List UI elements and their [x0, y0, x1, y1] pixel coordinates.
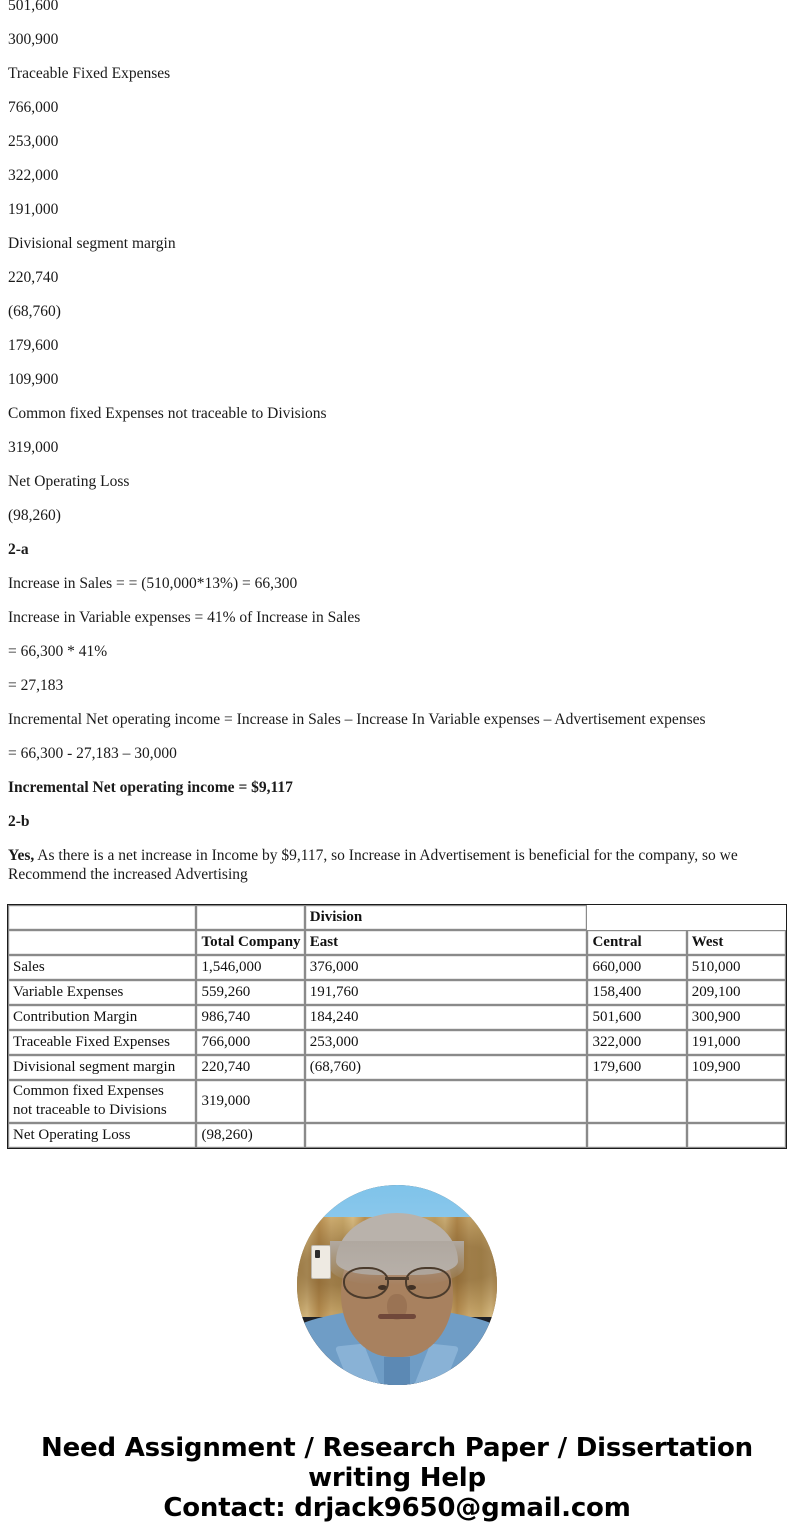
cell-total: 1,546,000: [196, 955, 304, 980]
doc-line: = 66,300 * 41%: [8, 643, 108, 660]
doc-line: Net Operating Loss: [8, 473, 130, 490]
cell-total: 319,000: [196, 1080, 304, 1123]
avatar-glasses-icon: [343, 1267, 451, 1297]
doc-line: Incremental Net operating income = Increase in Sales – Increase In Variable expenses – Advertisement expenses: [8, 711, 706, 728]
doc-line: Common fixed Expenses not traceable to Divisions: [8, 405, 327, 422]
section-heading-2b: 2-b: [8, 813, 30, 830]
cell-central: 501,600: [587, 1005, 686, 1030]
doc-line: 253,000: [8, 133, 59, 150]
cell-central: 660,000: [587, 955, 686, 980]
header-division-group: Division: [305, 905, 588, 930]
cell-west: [687, 1123, 786, 1148]
cell-west: 209,100: [687, 980, 786, 1005]
table-row: [8, 980, 786, 1005]
header-corner-cell-2: [196, 905, 304, 930]
recommendation-body: As there is a net increase in Income by $9,117, so Increase in Advertisement is beneficial for the company, so we Recommend the increased Advertising: [8, 847, 742, 883]
cell-central: [587, 1123, 686, 1148]
table-row: [8, 1080, 786, 1123]
avatar: [297, 1185, 497, 1385]
header-spacer-west: [687, 905, 786, 930]
column-header-east: East: [305, 930, 588, 955]
cell-east: (68,760): [305, 1055, 588, 1080]
cell-west: 300,900: [687, 1005, 786, 1030]
doc-line: 191,000: [8, 201, 59, 218]
row-label: Net Operating Loss: [8, 1123, 196, 1148]
cell-west: [687, 1080, 786, 1123]
cell-total: 766,000: [196, 1030, 304, 1055]
cell-total: (98,260): [196, 1123, 304, 1148]
promo-line-2: writing Help: [308, 1463, 486, 1493]
avatar-shirt-placket: [384, 1357, 410, 1385]
recommendation-lead: Yes,: [8, 847, 35, 864]
doc-line: 322,000: [8, 167, 59, 184]
cell-west: 510,000: [687, 955, 786, 980]
doc-line: Increase in Sales = = (510,000*13%) = 66,300: [8, 575, 298, 592]
row-label: Variable Expenses: [8, 980, 196, 1005]
doc-line: Traceable Fixed Expenses: [8, 65, 171, 82]
row-label: Traceable Fixed Expenses: [8, 1030, 196, 1055]
promo-line-1: Need Assignment / Research Paper / Dissertation: [41, 1433, 753, 1463]
doc-line: 501,600: [8, 0, 59, 14]
column-header-row-label: [8, 930, 196, 955]
avatar-block: [0, 1185, 794, 1385]
cell-east: 253,000: [305, 1030, 588, 1055]
doc-line: Increase in Variable expenses = 41% of Increase in Sales: [8, 609, 361, 626]
row-label-line-2: not traceable to Divisions: [13, 1102, 167, 1118]
column-header-total-company: Total Company: [196, 930, 304, 955]
cell-east: [305, 1080, 588, 1123]
doc-line: 220,740: [8, 269, 59, 286]
row-label: [8, 1080, 196, 1123]
doc-line: 766,000: [8, 99, 59, 116]
cell-east: 191,760: [305, 980, 588, 1005]
promo-footer: [0, 1433, 794, 1523]
segmented-income-table: [7, 904, 787, 1149]
column-header-central: Central: [587, 930, 686, 955]
doc-line: (98,260): [8, 507, 61, 524]
cell-central: 322,000: [587, 1030, 686, 1055]
cell-central: 158,400: [587, 980, 686, 1005]
promo-contact-line: Contact: drjack9650@gmail.com: [163, 1493, 631, 1523]
cell-east: 184,240: [305, 1005, 588, 1030]
doc-line: (68,760): [8, 303, 61, 320]
doc-line: Divisional segment margin: [8, 235, 176, 252]
row-label: Contribution Margin: [8, 1005, 196, 1030]
row-label: Divisional segment margin: [8, 1055, 196, 1080]
avatar-background-switch: [311, 1245, 331, 1279]
cell-total: 986,740: [196, 1005, 304, 1030]
segmented-income-table-wrapper: [0, 904, 794, 1149]
doc-line: = 66,300 - 27,183 – 30,000: [8, 745, 177, 762]
cell-central: [587, 1080, 686, 1123]
cell-east: [305, 1123, 588, 1148]
doc-line: 179,600: [8, 337, 59, 354]
cell-east: 376,000: [305, 955, 588, 980]
cell-west: 109,900: [687, 1055, 786, 1080]
doc-line: = 27,183: [8, 677, 64, 694]
incremental-income-result: Incremental Net operating income = $9,117: [8, 779, 293, 796]
avatar-lens-left: [343, 1267, 389, 1299]
cell-west: 191,000: [687, 1030, 786, 1055]
table-column-header-row: [8, 930, 786, 955]
doc-line: 109,900: [8, 371, 59, 388]
cell-total: 559,260: [196, 980, 304, 1005]
cell-total: 220,740: [196, 1055, 304, 1080]
table-row: [8, 1055, 786, 1080]
header-spacer-central: [587, 905, 686, 930]
table-header-group-row: [8, 905, 786, 930]
avatar-lens-right: [405, 1267, 451, 1299]
row-label-line-1: Common fixed Expenses: [13, 1083, 164, 1099]
column-header-west: West: [687, 930, 786, 955]
table-row: [8, 1005, 786, 1030]
doc-line: 300,900: [8, 31, 59, 48]
recommendation-paragraph: [8, 839, 786, 892]
table-row: [8, 955, 786, 980]
table-row: [8, 1030, 786, 1055]
section-heading-2a: 2-a: [8, 541, 29, 558]
cell-central: 179,600: [587, 1055, 686, 1080]
avatar-mouth: [378, 1314, 416, 1319]
table-row: [8, 1123, 786, 1148]
header-corner-cell-1: [8, 905, 196, 930]
row-label: Sales: [8, 955, 196, 980]
doc-line: 319,000: [8, 439, 59, 456]
